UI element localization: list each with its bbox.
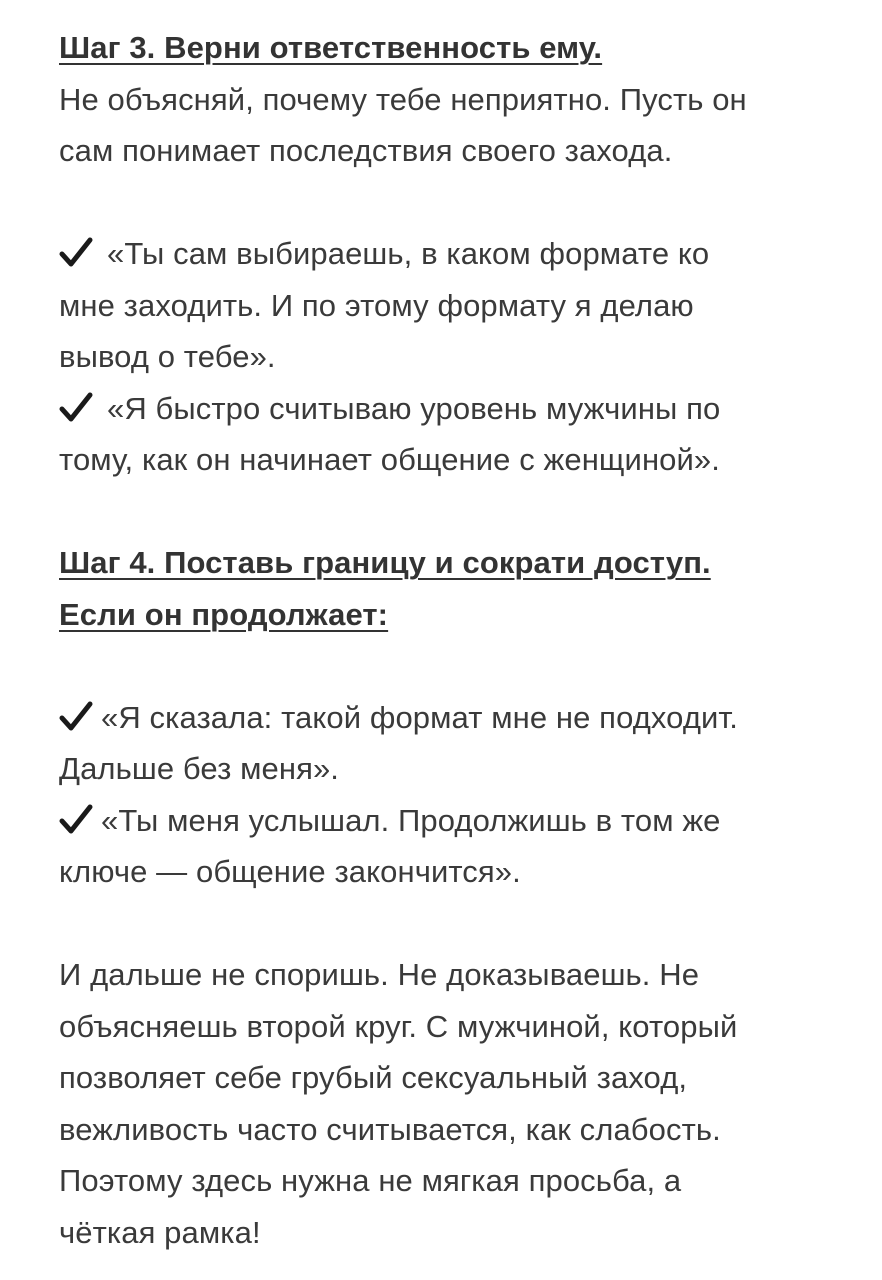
step4-quote2-text: «Ты меня услышал. Продолжишь в том же xyxy=(101,802,721,838)
step4-heading: Если он продолжает: xyxy=(59,596,389,632)
step4-quote1-line: Дальше без меня». xyxy=(59,751,340,786)
step3-heading: Шаг 3. Верни ответственность ему. xyxy=(59,30,603,65)
spacer xyxy=(59,177,842,229)
spacer xyxy=(59,486,842,538)
conclusion-line: позволяет себе грубый сексуальный заход, xyxy=(59,1060,688,1095)
step3-intro-line: сам понимает последствия своего захода. xyxy=(59,133,673,168)
check-mark-icon xyxy=(59,804,93,834)
check-mark-icon xyxy=(59,237,93,267)
step4-quote2-line: ключе — общение закончится». xyxy=(59,854,521,889)
check-mark-icon xyxy=(59,701,93,731)
conclusion-line: чёткая рамка! xyxy=(59,1214,261,1250)
step4-quote1-line xyxy=(59,692,842,744)
conclusion-line: вежливость часто считывается, как слабость. xyxy=(59,1111,721,1147)
conclusion-line: И дальше не споришь. Не доказываешь. Не xyxy=(59,957,700,992)
step3-quote2-text: «Я быстро считываю уровень мужчины по xyxy=(107,390,721,426)
step4-quote1-text: «Я сказала: такой формат мне не подходит. xyxy=(101,699,739,735)
spacer xyxy=(59,640,842,692)
spacer xyxy=(59,898,842,950)
step3-quote1-line: мне заходить. И по этому формату я делаю xyxy=(59,287,694,323)
conclusion-line: Поэтому здесь нужна не мягкая просьба, а xyxy=(59,1163,682,1198)
check-mark-icon xyxy=(59,392,93,422)
step4-heading: Шаг 4. Поставь границу и сократи доступ. xyxy=(59,545,711,580)
conclusion-line: объясняешь второй круг. С мужчиной, который xyxy=(59,1008,738,1044)
step3-quote1-text: «Ты сам выбираешь, в каком формате ко xyxy=(107,236,710,271)
step3-quote1-line xyxy=(59,228,842,280)
step3-quote2-line xyxy=(59,383,842,435)
step3-quote1-line: вывод о тебе». xyxy=(59,339,276,374)
step3-intro-line: Не объясняй, почему тебе неприятно. Пусть он xyxy=(59,81,747,117)
step3-quote2-line: тому, как он начинает общение с женщиной». xyxy=(59,442,720,477)
step4-quote2-line xyxy=(59,795,842,847)
